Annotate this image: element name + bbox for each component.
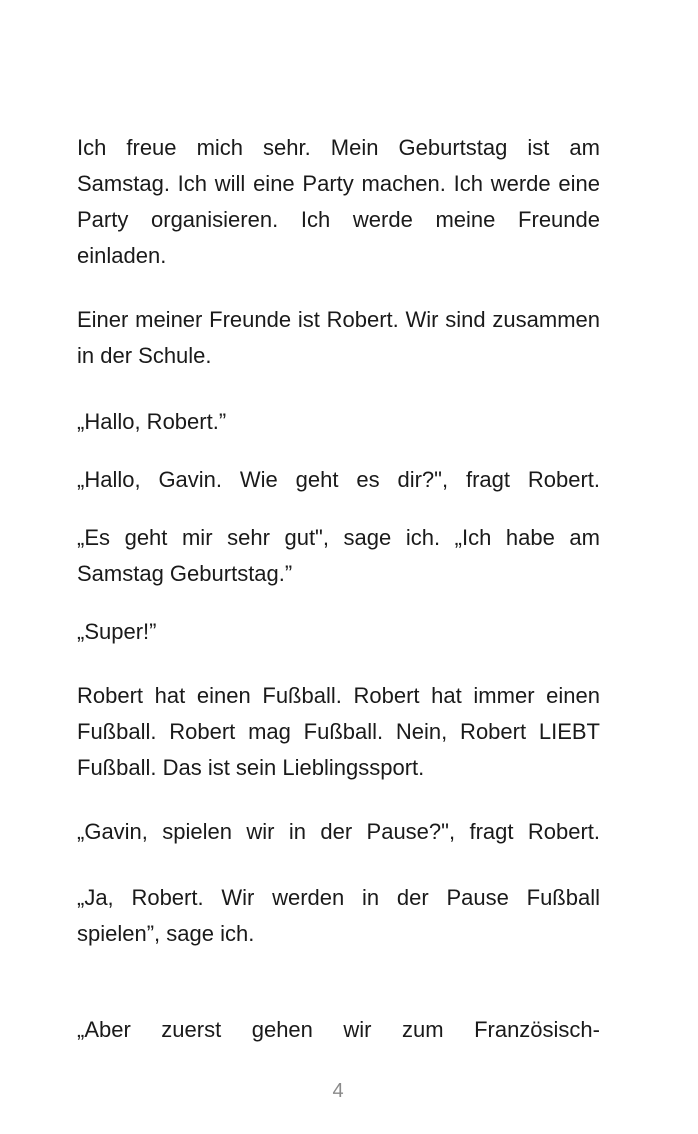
paragraph-10: „Aber zuerst gehen wir zum Französisch- (77, 1017, 600, 1042)
page-number: 4 (332, 1080, 344, 1102)
paragraph-6: „Super!” (77, 619, 157, 644)
paragraph-1: Ich freue mich sehr. Mein Geburtstag ist am Samstag. Ich will eine Party machen. Ich werde eine Party organisieren. Ich werde meine Freunde einladen. (77, 135, 600, 268)
paragraph-2: Einer meiner Freunde ist Robert. Wir sind zusammen in der Schule. (77, 307, 600, 368)
page-text (77, 130, 600, 1048)
paragraph-8: „Gavin, spielen wir in der Pause?", fragt Robert. (77, 819, 600, 844)
paragraph-5: „Es geht mir sehr gut", sage ich. „Ich habe am Samstag Geburtstag.” (77, 525, 600, 586)
paragraph-9: „Ja, Robert. Wir werden in der Pause Fußball spielen”, sage ich. (77, 885, 600, 946)
paragraph-3: „Hallo, Robert.” (77, 409, 227, 434)
paragraph-7: Robert hat einen Fußball. Robert hat immer einen Fußball. Robert mag Fußball. Nein, Robert LIEBT Fußball. Das ist sein Lieblingssport. (77, 683, 600, 780)
paragraph-4: „Hallo, Gavin. Wie geht es dir?", fragt Robert. (77, 467, 600, 492)
